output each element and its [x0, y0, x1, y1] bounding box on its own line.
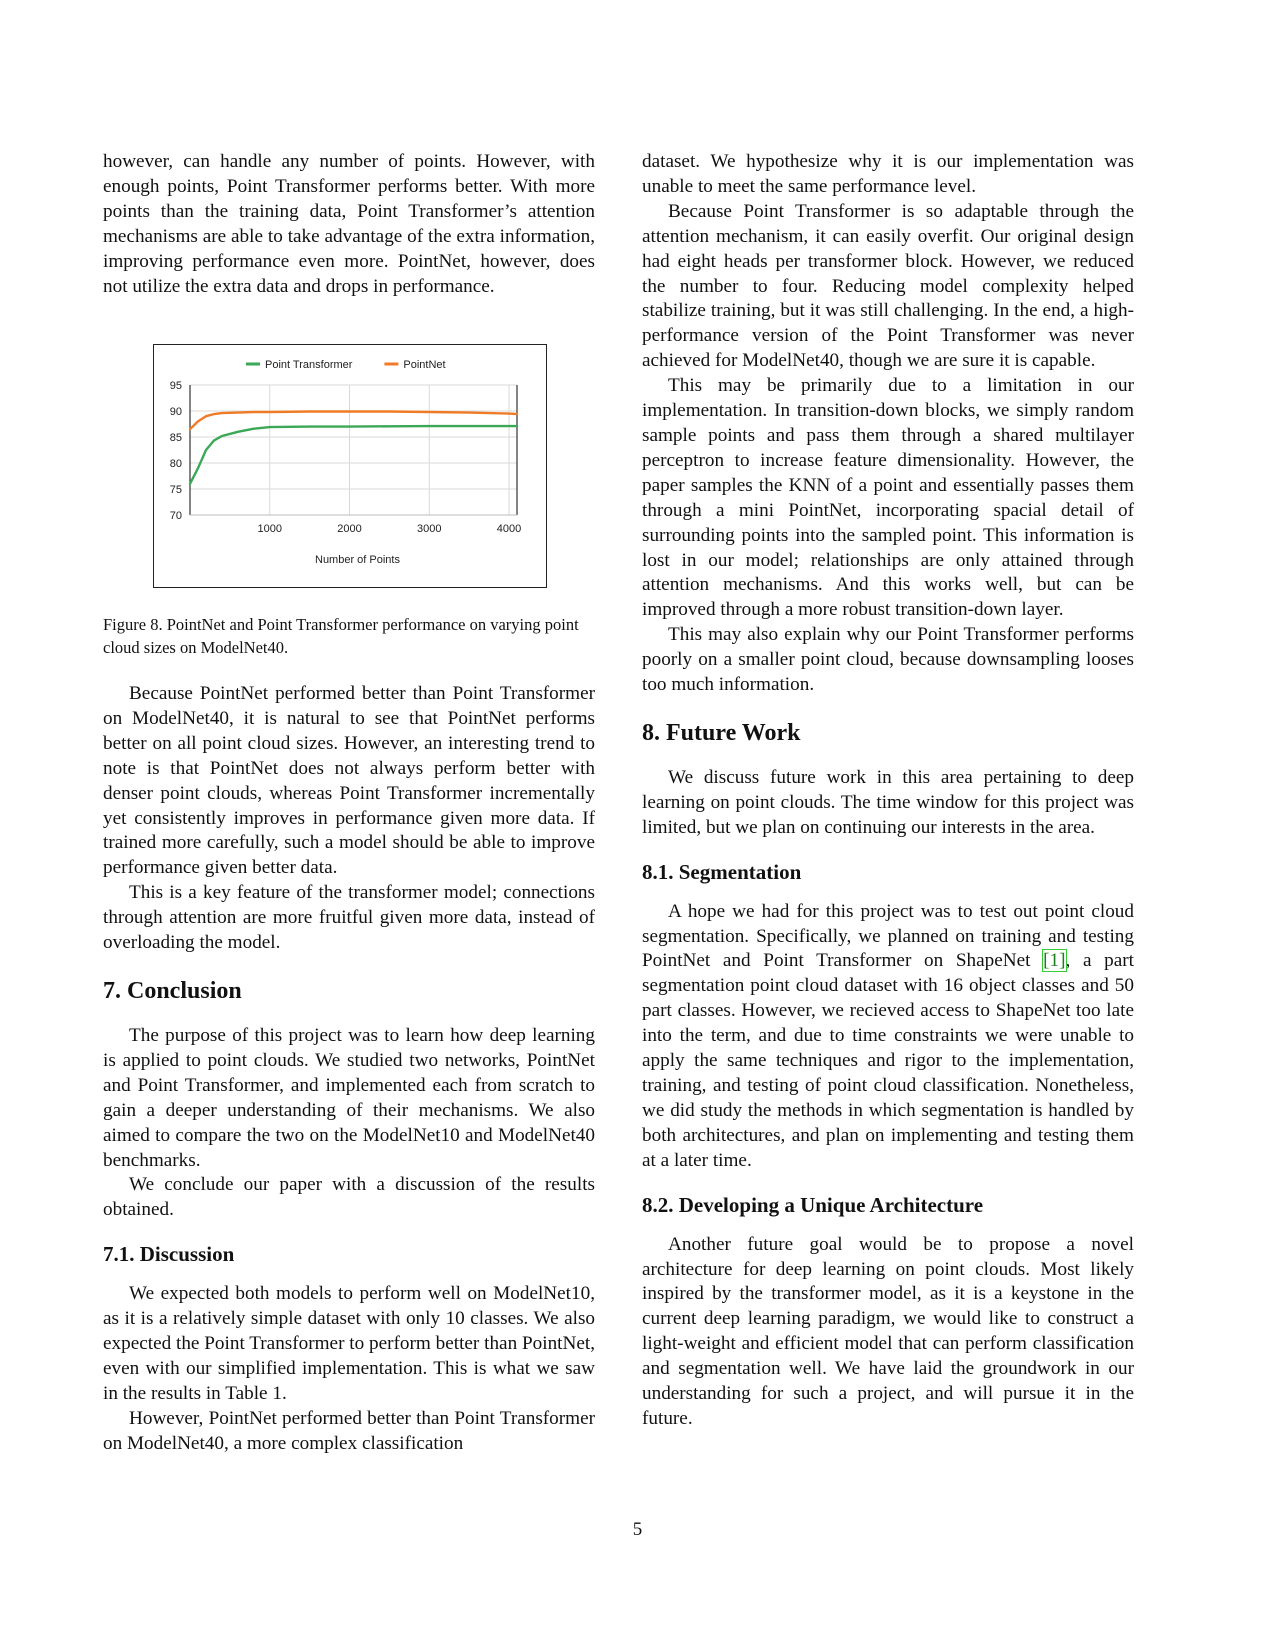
subsection-heading: 7.1. Discussion	[103, 1242, 235, 1267]
paragraph: This is a key feature of the transformer model; connections through attention are more fruitful given more data, instead of overloading the model.	[103, 882, 595, 954]
left-column-bottom	[103, 682, 595, 1457]
figure-8-chart	[153, 344, 547, 588]
citation-link[interactable]: [1]	[1043, 950, 1066, 972]
subsection-heading: 8.1. Segmentation	[642, 859, 802, 884]
paragraph: Another future goal would be to propose a novel architecture for deep learning on point clouds. Most likely inspired by the transformer model, as it is a keystone in the current deep learning paradigm, we would like to construct a light-weight and efficient model that can perform classification and segmentation well. We have laid the groundwork in our understanding for such a project, and will pursue it in the future.	[642, 1233, 1134, 1429]
y-tick-label: 95	[169, 380, 182, 392]
paragraph: We conclude our paper with a discussion of the results obtained.	[103, 1174, 595, 1221]
paragraph-text: A hope we had for this project was to test out point cloud segmentation. Specifically, we planned on training and testing PointNet and Point Transformer on ShapeNet	[642, 900, 1134, 972]
paragraph-text: , a part segmentation point cloud dataset with 16 object classes and 50 part classes. However, we recieved access to ShapeNet too late into the term, and due to time constraints we were unable to apply the same techniques and rigor to the implementation, training, and testing of point cloud classification. Nonetheless, we did study the methods in which segmentation is handled by both architectures, and plan on implementing and testing them at a later time.	[642, 950, 1134, 1171]
figure-caption: Figure 8. PointNet and Point Transformer performance on varying point cloud sizes on ModelNet40.	[103, 615, 579, 657]
page-number: 5	[632, 1519, 643, 1540]
series-line-point-transformer	[190, 426, 517, 484]
x-axis-label: Number of Points	[315, 554, 400, 566]
left-column-top	[103, 150, 595, 299]
y-tick-label: 75	[169, 484, 182, 496]
legend-label: PointNet	[403, 359, 446, 371]
paragraph: however, can handle any number of points. However, with enough points, Point Transformer performs better. With more points than the training data, Point Transformer’s attention mechanisms are able to take advantage of the extra information, improving performance even more. PointNet, however, does not utilize the extra data and drops in performance.	[103, 151, 595, 297]
x-tick-label: 4000	[496, 523, 522, 535]
paragraph: This may also explain why our Point Transformer performs poorly on a smaller point cloud, because downsampling looses too much information.	[642, 624, 1134, 696]
y-tick-label: 85	[169, 432, 182, 444]
paragraph: This may be primarily due to a limitation in our implementation. In transition-down blocks, we simply random sample points and pass them through a shared multilayer perceptron to increase feature dimensionality. However, the paper samples the KNN of a point and essentially passes them through a mini PointNet, incorporating spacial detail of surrounding points into the sampled point. This information is lost in our model; relationships are only attained through attention mechanisms. And this works well, but can be improved through a more robust transition-down layer.	[642, 375, 1134, 621]
paragraph: dataset. We hypothesize why it is our implementation was unable to meet the same performance level.	[642, 151, 1134, 197]
section-heading: 8. Future Work	[642, 719, 801, 746]
paragraph: Because Point Transformer is so adaptable through the attention mechanism, it can easily overfit. Our original design had eight heads per transformer block. However, we reduced the number to four. Reducing model complexity helped stabilize training, but it was still challenging. In the end, a high-performance version of the Point Transformer was never achieved for ModelNet40, though we are sure it is capable.	[642, 200, 1134, 372]
x-tick-label: 1000	[257, 523, 282, 535]
paragraph	[642, 900, 1134, 1174]
x-tick-label: 2000	[337, 523, 362, 535]
x-tick-label: 3000	[417, 523, 442, 535]
subsection-heading: 8.2. Developing a Unique Architecture	[642, 1192, 984, 1217]
y-tick-label: 80	[169, 458, 182, 470]
paragraph: Because PointNet performed better than Point Transformer on ModelNet40, it is natural to see that PointNet performs better on all point cloud sizes. However, an interesting trend to note is that PointNet does not always perform better with denser point clouds, whereas Point Transformer incrementally yet consistently improves in performance given more data. If trained more carefully, such a model should be able to improve performance given better data.	[103, 683, 595, 879]
y-tick-label: 90	[169, 406, 182, 418]
paragraph: However, PointNet performed better than Point Transformer on ModelNet40, a more complex classification	[103, 1407, 595, 1454]
y-tick-label: 70	[169, 510, 182, 522]
line-chart	[154, 345, 548, 589]
legend-label: Point Transformer	[265, 359, 353, 371]
paragraph: We discuss future work in this area pertaining to deep learning on point clouds. The time window for this project was limited, but we plan on continuing our interests in the area.	[642, 766, 1134, 838]
paragraph: The purpose of this project was to learn how deep learning is applied to point clouds. We studied two networks, PointNet and Point Transformer, and implemented each from scratch to gain a deeper understanding of their mechanisms. We also aimed to compare the two on the ModelNet10 and ModelNet40 benchmarks.	[103, 1024, 595, 1171]
paragraph: We expected both models to perform well on ModelNet10, as it is a relatively simple dataset with only 10 classes. We also expected the Point Transformer to perform better than PointNet, even with our simplified implementation. This is what we saw in the results in Table 1.	[103, 1283, 595, 1404]
section-heading: 7. Conclusion	[103, 977, 242, 1004]
right-column	[642, 150, 1134, 1432]
